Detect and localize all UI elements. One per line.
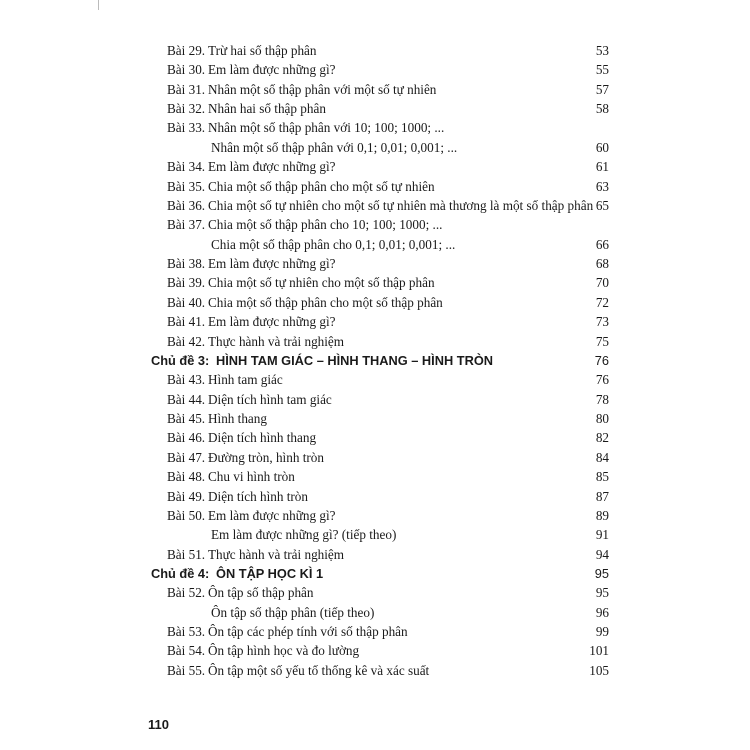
toc-entry-page: 80 xyxy=(595,411,609,427)
toc-entry-title: HÌNH TAM GIÁC – HÌNH THANG – HÌNH TRÒN xyxy=(216,352,494,368)
toc-entry-label: Bài 31. xyxy=(167,81,206,97)
toc-entry-page: 61 xyxy=(595,159,609,175)
toc-row xyxy=(0,390,750,409)
toc-entry-title: Diện tích hình thang xyxy=(208,430,317,446)
toc-row xyxy=(0,138,750,157)
scan-edge-mark xyxy=(98,0,99,10)
toc-entry-title: ÔN TẬP HỌC KÌ 1 xyxy=(216,565,324,581)
toc-row xyxy=(0,545,750,564)
toc-entry-page: 76 xyxy=(595,372,609,388)
toc-entry-page: 96 xyxy=(595,604,609,620)
toc-entry-label: Bài 54. xyxy=(167,643,206,659)
toc-row xyxy=(0,583,750,602)
toc-entry-title: Ôn tập một số yếu tố thống kê và xác suất xyxy=(208,662,430,678)
toc-entry-label: Bài 53. xyxy=(167,624,206,640)
toc-entry-title: Chia một số thập phân cho một số tự nhiên xyxy=(208,178,435,194)
toc-entry-page: 76 xyxy=(594,352,609,368)
toc-row xyxy=(0,428,750,447)
toc-entry-label: Bài 55. xyxy=(167,662,206,678)
toc-entry-page: 87 xyxy=(595,488,609,504)
toc-entry-page: 85 xyxy=(595,469,609,485)
toc-entry-label: Bài 49. xyxy=(167,488,206,504)
toc-entry-label: Bài 51. xyxy=(167,546,206,562)
toc-entry-page: 55 xyxy=(595,62,609,78)
toc-entry-page: 91 xyxy=(595,527,609,543)
toc-entry-page: 99 xyxy=(595,624,609,640)
toc-entry-title: Chu vi hình tròn xyxy=(208,469,295,485)
toc-entry-title: Thực hành và trải nghiệm xyxy=(208,333,345,349)
page-number: 110 xyxy=(148,717,169,732)
toc-entry-page: 65 xyxy=(595,197,609,213)
toc-entry-page: 95 xyxy=(594,565,609,581)
toc-entry-page: 66 xyxy=(595,236,609,252)
toc-entry-label: Bài 37. xyxy=(167,217,206,233)
toc-row xyxy=(0,506,750,525)
toc-row xyxy=(0,196,750,215)
toc-entry-title: Hình thang xyxy=(208,411,267,427)
toc-entry-label: Bài 35. xyxy=(167,178,206,194)
toc-entry-title: Hình tam giác xyxy=(208,372,283,388)
toc-chapter-row xyxy=(0,351,750,370)
toc-entry-page: 53 xyxy=(595,43,609,58)
toc-entry-label: Bài 38. xyxy=(167,256,206,272)
toc-entry-title: Chia một số tự nhiên cho một số tự nhiên mà thương là một số thập phân xyxy=(208,197,594,213)
toc-row xyxy=(0,487,750,506)
toc-entry-title: Chia một số thập phân cho một số thập phân xyxy=(208,294,443,310)
toc-entry-title: Đường tròn, hình tròn xyxy=(208,449,324,465)
toc-entry-title: Nhân một số thập phân với 0,1; 0,01; 0,001; ... xyxy=(211,139,458,155)
toc-entry-label: Bài 34. xyxy=(167,159,206,175)
toc-row xyxy=(0,157,750,176)
toc-row xyxy=(0,215,750,234)
toc-entry-page: 57 xyxy=(595,81,609,97)
toc-entry-title: Em làm được những gì? xyxy=(208,314,336,330)
toc-row xyxy=(0,409,750,428)
toc-entry-label: Bài 50. xyxy=(167,507,206,523)
toc-entry-title: Em làm được những gì? xyxy=(208,62,336,78)
toc-row xyxy=(0,254,750,273)
toc-entry-title: Chia một số thập phân cho 10; 100; 1000; ... xyxy=(208,217,443,233)
toc-entry-title: Trừ hai số thập phân xyxy=(208,43,317,58)
toc-entry-title: Em làm được những gì? xyxy=(208,507,336,523)
toc-row xyxy=(0,661,750,680)
toc-entry-page: 101 xyxy=(589,643,609,659)
toc-entry-title: Chia một số tự nhiên cho một số thập phân xyxy=(208,275,435,291)
toc-entry-label: Bài 32. xyxy=(167,101,206,117)
toc-entry-label: Bài 47. xyxy=(167,449,206,465)
toc-entry-page: 84 xyxy=(595,449,609,465)
toc-entry-page: 89 xyxy=(595,507,609,523)
toc-row xyxy=(0,467,750,486)
toc-entry-title: Diện tích hình tam giác xyxy=(208,391,332,407)
toc-entry-page: 94 xyxy=(595,546,609,562)
toc-row xyxy=(0,622,750,641)
toc-row xyxy=(0,448,750,467)
toc-row xyxy=(0,525,750,544)
toc-entry-page: 68 xyxy=(595,256,609,272)
toc-entry-title: Em làm được những gì? (tiếp theo) xyxy=(211,527,397,543)
toc-entry-label: Bài 29. xyxy=(167,43,206,58)
toc-entry-page: 105 xyxy=(589,662,609,678)
toc-entry-page: 58 xyxy=(595,101,609,117)
toc-entry-page: 75 xyxy=(595,333,609,349)
toc-row xyxy=(0,41,750,60)
toc-entry-label: Bài 40. xyxy=(167,294,206,310)
toc-entry-title: Em làm được những gì? xyxy=(208,256,336,272)
toc-row xyxy=(0,641,750,660)
toc-entry-title: Thực hành và trải nghiệm xyxy=(208,546,345,562)
toc-entry-label: Bài 43. xyxy=(167,372,206,388)
toc-entry-page: 72 xyxy=(595,294,609,310)
toc-row xyxy=(0,177,750,196)
toc-entry-page: 73 xyxy=(595,314,609,330)
toc-entry-title: Ôn tập hình học và đo lường xyxy=(208,643,360,659)
toc-entry-page: 60 xyxy=(595,139,609,155)
toc-entry-title: Nhân một số thập phân với 10; 100; 1000; ... xyxy=(208,120,445,136)
toc-row xyxy=(0,99,750,118)
toc-row xyxy=(0,312,750,331)
toc-chapter-row xyxy=(0,564,750,583)
toc-entry-title: Ôn tập số thập phân (tiếp theo) xyxy=(211,604,375,620)
toc-row xyxy=(0,332,750,351)
toc-entry-label: Bài 39. xyxy=(167,275,206,291)
toc-row xyxy=(0,370,750,389)
toc-entry-label: Chủ đề 4: xyxy=(151,565,210,581)
toc-entry-title: Nhân một số thập phân với một số tự nhiên xyxy=(208,81,437,97)
toc-entry-page: 95 xyxy=(595,585,609,601)
toc-row xyxy=(0,603,750,622)
toc-entry-label: Bài 41. xyxy=(167,314,206,330)
toc-row xyxy=(0,293,750,312)
toc-row xyxy=(0,273,750,292)
toc-entry-label: Bài 44. xyxy=(167,391,206,407)
toc-entry-label: Bài 36. xyxy=(167,197,206,213)
toc-entry-label: Chủ đề 3: xyxy=(151,352,210,368)
toc-entry-title: Nhân hai số thập phân xyxy=(208,101,326,117)
toc-row xyxy=(0,118,750,137)
toc-row xyxy=(0,60,750,79)
toc-entry-title: Em làm được những gì? xyxy=(208,159,336,175)
toc-row xyxy=(0,80,750,99)
toc-entry-page: 82 xyxy=(595,430,609,446)
toc-entry-title: Diện tích hình tròn xyxy=(208,488,308,504)
toc-entry-label: Bài 45. xyxy=(167,411,206,427)
toc-entry-label: Bài 42. xyxy=(167,333,206,349)
toc-entry-title: Ôn tập số thập phân xyxy=(208,585,314,601)
toc-entry-title: Chia một số thập phân cho 0,1; 0,01; 0,001; ... xyxy=(211,236,456,252)
toc-row xyxy=(0,235,750,254)
toc-entry-page: 78 xyxy=(595,391,609,407)
toc-entry-page: 70 xyxy=(595,275,609,291)
toc-entry-label: Bài 30. xyxy=(167,62,206,78)
toc-entry-label: Bài 48. xyxy=(167,469,206,485)
toc-entry-page: 63 xyxy=(595,178,609,194)
toc-entry-title: Ôn tập các phép tính với số thập phân xyxy=(208,624,408,640)
toc-entry-label: Bài 46. xyxy=(167,430,206,446)
toc-entry-label: Bài 33. xyxy=(167,120,206,136)
toc-entry-label: Bài 52. xyxy=(167,585,206,601)
